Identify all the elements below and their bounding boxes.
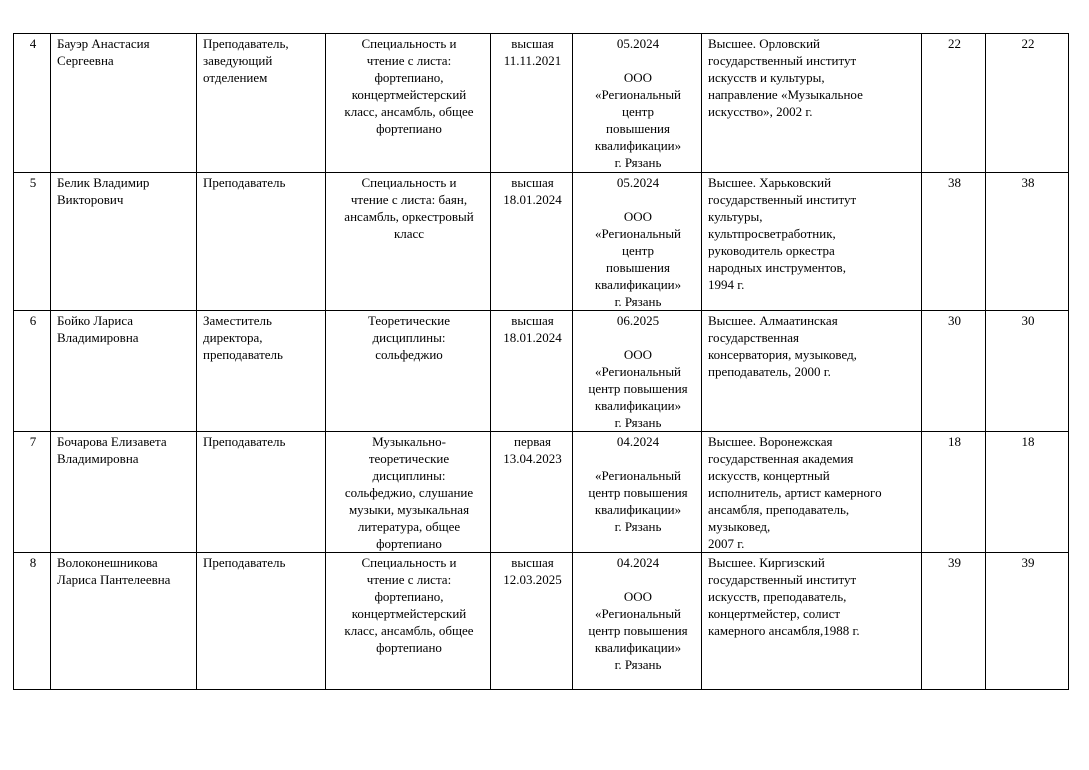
professional-training: 04.2024 ООО «Региональный центр повышения квалификации» г. Рязань bbox=[573, 553, 702, 690]
teacher-disciplines: Специальность и чтение с листа: фортепиано, концертмейстерский класс, ансамбль, общее фортепиано bbox=[326, 553, 491, 690]
teacher-position: Преподаватель, заведующий отделением bbox=[197, 34, 326, 173]
pedagogical-experience: 22 bbox=[986, 34, 1069, 173]
teacher-education: Высшее. Харьковский государственный институт культуры, культпросветработник, руководитель оркестра народных инструментов, 1994 г. bbox=[702, 173, 922, 311]
row-number: 8 bbox=[14, 553, 51, 690]
table-row bbox=[14, 553, 1069, 690]
row-number: 4 bbox=[14, 34, 51, 173]
total-experience: 22 bbox=[922, 34, 986, 173]
teacher-name: Бойко Лариса Владимировна bbox=[51, 311, 197, 432]
teacher-position: Преподаватель bbox=[197, 432, 326, 553]
qualification-category: высшая 11.11.2021 bbox=[491, 34, 573, 173]
professional-training: 04.2024 «Региональный центр повышения квалификации» г. Рязань bbox=[573, 432, 702, 553]
row-number: 6 bbox=[14, 311, 51, 432]
professional-training: 06.2025 ООО «Региональный центр повышения квалификации» г. Рязань bbox=[573, 311, 702, 432]
pedagogical-experience: 39 bbox=[986, 553, 1069, 690]
professional-training: 05.2024 ООО «Региональный центр повышения квалификации» г. Рязань bbox=[573, 173, 702, 311]
qualification-category: первая 13.04.2023 bbox=[491, 432, 573, 553]
total-experience: 30 bbox=[922, 311, 986, 432]
teacher-disciplines: Музыкально- теоретические дисциплины: сольфеджио, слушание музыки, музыкальная литература, общее фортепиано bbox=[326, 432, 491, 553]
qualification-category: высшая 18.01.2024 bbox=[491, 311, 573, 432]
teacher-position: Преподаватель bbox=[197, 173, 326, 311]
qualification-category: высшая 18.01.2024 bbox=[491, 173, 573, 311]
staff-table bbox=[13, 33, 1069, 690]
teacher-disciplines: Специальность и чтение с листа: баян, ансамбль, оркестровый класс bbox=[326, 173, 491, 311]
pedagogical-experience: 18 bbox=[986, 432, 1069, 553]
teacher-education: Высшее. Орловский государственный институт искусств и культуры, направление «Музыкальное искусство», 2002 г. bbox=[702, 34, 922, 173]
teacher-name: Волоконешникова Лариса Пантелеевна bbox=[51, 553, 197, 690]
teacher-name: Белик Владимир Викторович bbox=[51, 173, 197, 311]
teacher-education: Высшее. Алмаатинская государственная консерватория, музыковед, преподаватель, 2000 г. bbox=[702, 311, 922, 432]
professional-training: 05.2024 ООО «Региональный центр повышения квалификации» г. Рязань bbox=[573, 34, 702, 173]
teacher-disciplines: Теоретические дисциплины: сольфеджио bbox=[326, 311, 491, 432]
total-experience: 38 bbox=[922, 173, 986, 311]
table-row bbox=[14, 311, 1069, 432]
total-experience: 39 bbox=[922, 553, 986, 690]
teacher-position: Заместитель директора, преподаватель bbox=[197, 311, 326, 432]
row-number: 7 bbox=[14, 432, 51, 553]
table-row bbox=[14, 173, 1069, 311]
pedagogical-experience: 38 bbox=[986, 173, 1069, 311]
teacher-education: Высшее. Воронежская государственная академия искусств, концертный исполнитель, артист камерного ансамбля, преподаватель, музыковед, 2007 г. bbox=[702, 432, 922, 553]
row-number: 5 bbox=[14, 173, 51, 311]
teacher-education: Высшее. Киргизский государственный институт искусств, преподаватель, концертмейстер, солист камерного ансамбля,1988 г. bbox=[702, 553, 922, 690]
table-row bbox=[14, 432, 1069, 553]
teacher-disciplines: Специальность и чтение с листа: фортепиано, концертмейстерский класс, ансамбль, общее фортепиано bbox=[326, 34, 491, 173]
total-experience: 18 bbox=[922, 432, 986, 553]
teacher-name: Бочарова Елизавета Владимировна bbox=[51, 432, 197, 553]
teacher-position: Преподаватель bbox=[197, 553, 326, 690]
teacher-name: Бауэр Анастасия Сергеевна bbox=[51, 34, 197, 173]
table-row bbox=[14, 34, 1069, 173]
qualification-category: высшая 12.03.2025 bbox=[491, 553, 573, 690]
pedagogical-experience: 30 bbox=[986, 311, 1069, 432]
